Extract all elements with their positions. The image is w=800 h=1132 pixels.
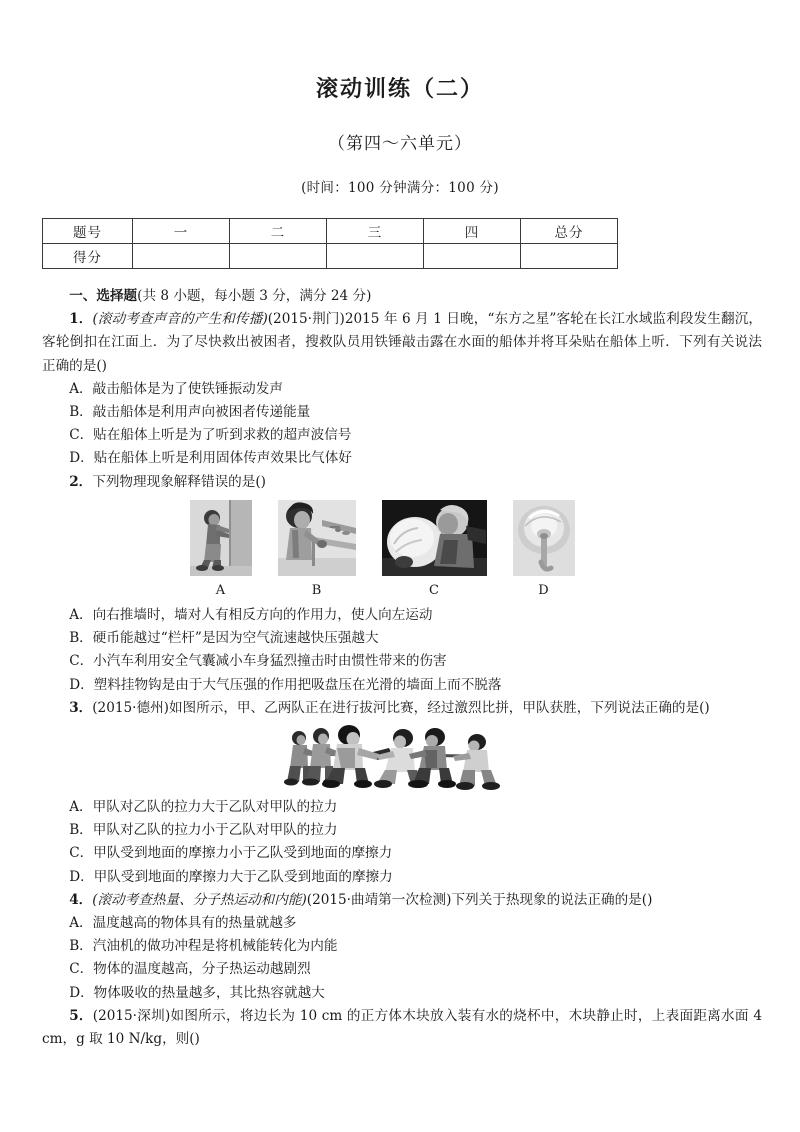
table-row-score	[43, 244, 618, 269]
question-4-tag: (滚动考查热量、分子热运动和内能)	[92, 891, 307, 908]
question-4-option-d[interactable]: D．物体吸收的热量越多，其比热容就越大	[69, 984, 325, 1001]
question-2-stem: 下列物理现象解释错误的是()	[92, 473, 266, 490]
coin-blown-over-barrier-image	[278, 500, 356, 576]
table-row-header	[43, 219, 618, 244]
exam-content	[0, 269, 800, 1051]
figure-d	[513, 500, 575, 602]
score-table-header-5: 总分	[521, 219, 618, 244]
question-4-number: 4．	[69, 891, 93, 908]
car-airbag-image	[382, 500, 487, 576]
question-1-option-a[interactable]: A．敲击船体是为了使铁锤振动发声	[69, 380, 283, 397]
question-5-number: 5．	[69, 1007, 93, 1024]
question-5	[42, 1005, 762, 1051]
score-table-header-3: 三	[327, 219, 424, 244]
figure-a-label: A	[215, 582, 226, 598]
section-heading-note: (共 8 小题，每小题 3 分，满分 24 分)	[137, 288, 372, 304]
section-heading-title: 一、选择题	[69, 288, 138, 304]
question-1-tag: (滚动考查声音的产生和传播)	[92, 311, 268, 328]
question-1	[42, 308, 762, 378]
question-4-option-b[interactable]: B．汽油机的做功冲程是将机械能转化为内能	[69, 938, 338, 955]
question-2-option-b[interactable]: B．硬币能越过“栏杆”是因为空气流速越快压强越大	[69, 630, 379, 647]
person-pushing-wall-image	[190, 500, 252, 576]
tug-of-war-cartoon-image	[263, 724, 511, 790]
question-3-option-d[interactable]: D．甲队受到地面的摩擦力大于乙队受到地面的摩擦力	[69, 868, 393, 885]
question-4-stem: 下列关于热现象的说法正确的是()	[451, 891, 653, 908]
question-5-stem: 如图所示，将边长为 10 cm 的正方体木块放入装有水的烧杯中，木块静止时，上表面距离水面 4 cm，g 取 10 N/kg，则()	[42, 1007, 762, 1048]
question-1-number: 1．	[69, 311, 93, 328]
question-3-figure	[42, 724, 762, 790]
question-3-option-c[interactable]: C．甲队受到地面的摩擦力小于乙队受到地面的摩擦力	[69, 845, 393, 862]
question-2	[42, 471, 762, 494]
question-3	[42, 697, 762, 720]
question-4-option-c[interactable]: C．物体的温度越高，分子热运动越剧烈	[69, 961, 311, 978]
score-cell-5[interactable]	[521, 244, 618, 269]
section-heading-choice	[42, 285, 762, 308]
figure-c-label: C	[429, 582, 439, 598]
score-table-header-2: 二	[230, 219, 327, 244]
score-table	[42, 218, 618, 269]
question-1-option-c[interactable]: C．贴在船体上听是为了听到求救的超声波信号	[69, 427, 352, 444]
question-1-stem: 2015 年 6 月 1 日晚，“东方之星”客轮在长江水域监利段发生翻沉，客轮倒扣在江面上．为了尽快救出被困者，搜救队员用铁锤敲击露在水面的船体并将耳朵贴在船体上听．下列有关说法正确的是()	[42, 311, 762, 374]
question-3-number: 3．	[69, 699, 93, 716]
figure-d-label: D	[538, 582, 549, 598]
question-3-option-b[interactable]: B．甲队对乙队的拉力小于乙队对甲队的拉力	[69, 822, 338, 839]
score-cell-2[interactable]	[230, 244, 327, 269]
exam-meta: (时间：100 分钟满分：100 分)	[301, 180, 499, 196]
figure-b	[278, 500, 356, 602]
figure-a	[190, 500, 252, 602]
score-table-row-label: 得分	[43, 244, 133, 269]
figure-b-label: B	[311, 582, 322, 598]
question-3-option-a[interactable]: A．甲队对乙队的拉力大于乙队对甲队的拉力	[69, 799, 338, 816]
suction-cup-hook-image	[513, 500, 575, 576]
question-2-option-a[interactable]: A．向右推墙时，墙对人有相反方向的作用力，使人向左运动	[69, 607, 433, 624]
score-cell-4[interactable]	[424, 244, 521, 269]
question-4	[42, 889, 762, 912]
question-3-stem: 如图所示，甲、乙两队正在进行拔河比赛，经过激烈比拼，甲队获胜，下列说法正确的是()	[168, 699, 710, 716]
question-4-option-a[interactable]: A．温度越高的物体具有的热量就越多	[69, 915, 297, 932]
question-3-source: (2015·德州)	[92, 699, 169, 716]
score-table-header-1: 一	[133, 219, 230, 244]
question-5-source: (2015·深圳)	[92, 1007, 171, 1024]
question-2-option-d[interactable]: D．塑料挂物钩是由于大气压强的作用把吸盘压在光滑的墙面上而不脱落	[69, 676, 502, 693]
figure-c	[382, 500, 487, 602]
score-table-header-4: 四	[424, 219, 521, 244]
score-cell-3[interactable]	[327, 244, 424, 269]
page-subtitle: （第四～六单元）	[328, 134, 472, 154]
question-2-option-c[interactable]: C．小汽车利用安全气囊减小车身猛烈撞击时由惯性带来的伤害	[69, 653, 447, 670]
question-1-option-d[interactable]: D．贴在船体上听是利用固体传声效果比气体好	[69, 450, 352, 467]
question-1-option-b[interactable]: B．敲击船体是利用声向被困者传递能量	[69, 404, 311, 421]
question-2-number: 2．	[69, 473, 93, 490]
page-title: 滚动训练（二）	[315, 76, 484, 102]
score-table-wrap	[0, 196, 800, 269]
question-4-source: (2015·曲靖第一次检测)	[306, 891, 452, 908]
question-1-source: (2015·荆门)	[267, 311, 345, 328]
question-2-figure-row	[42, 500, 762, 602]
score-cell-1[interactable]	[133, 244, 230, 269]
score-table-header-0: 题号	[43, 219, 133, 244]
